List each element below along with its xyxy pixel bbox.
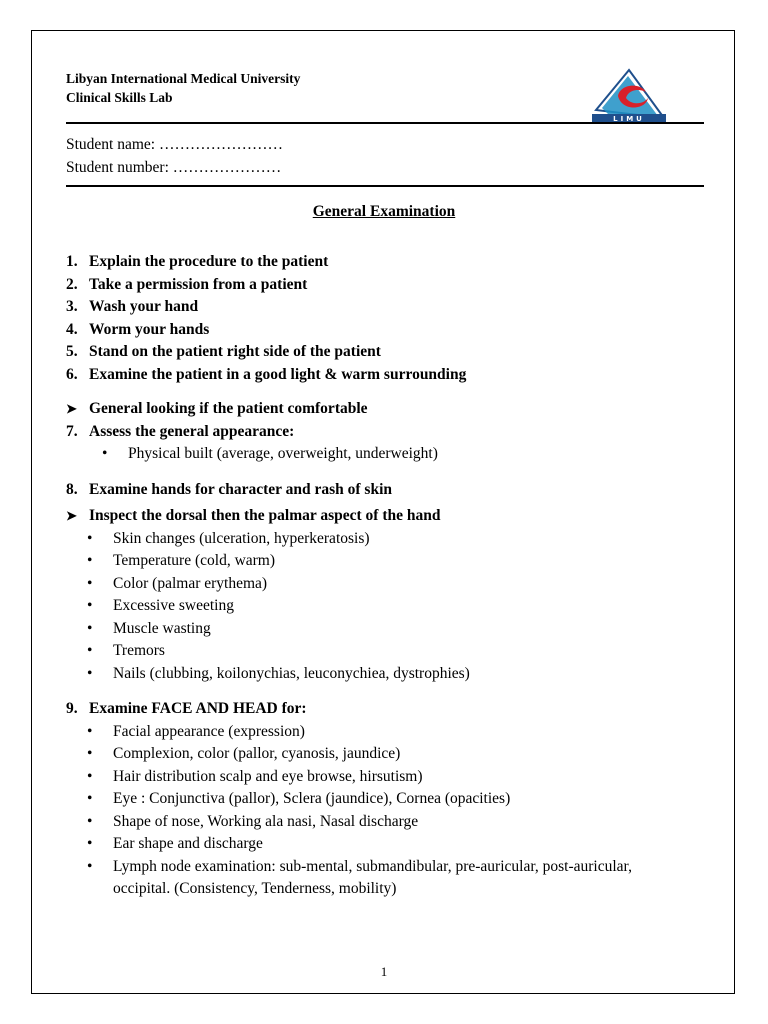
page-title: General Examination (312, 203, 456, 220)
list-item: • Tremors (66, 640, 706, 663)
step-4: 4. Worm your hands (66, 320, 210, 338)
list-item: • Color (palmar erythema) (66, 573, 706, 596)
inspect-hand-item: ➤ Inspect the dorsal then the palmar aspect of the hand (66, 505, 706, 528)
bullet-icon: • (87, 574, 93, 592)
list-item: • Hair distribution scalp and eye browse, hirsutism) (66, 766, 706, 789)
bullet-icon: • (87, 790, 93, 807)
list-item: • Eye : Conjunctiva (pallor), Sclera (jaundice), Cornea (opacities) (66, 788, 706, 811)
bullet-icon: • (87, 597, 93, 614)
spacer (66, 386, 706, 398)
document-header (66, 69, 300, 107)
list-item: • Complexion, color (pallor, cyanosis, jaundice) (66, 743, 706, 766)
spacer (66, 466, 706, 479)
bullet-icon: • (87, 722, 93, 740)
list-item: • Muscle wasting (66, 618, 706, 641)
arrow-icon: ➤ (66, 508, 77, 523)
list-item: • Excessive sweeting (66, 595, 706, 618)
student-info (66, 133, 283, 179)
list-item: • Temperature (cold, warm) (66, 550, 706, 573)
bullet-icon: • (87, 619, 93, 637)
list-item: • Lymph node examination: sub-mental, submandibular, pre-auricular, post-auricular, occipital. (Consistency, Tenderness, mobility) (66, 856, 706, 901)
step-8: 8. Examine hands for character and rash of skin (66, 480, 392, 498)
bullet-icon: • (87, 767, 93, 785)
header-rule (66, 122, 704, 124)
bullet-icon: • (87, 642, 93, 659)
bullet-icon: • (87, 835, 93, 852)
student-name-line: Student name: …………………… (66, 136, 283, 153)
spacer (66, 685, 706, 698)
list-item: • Facial appearance (expression) (66, 721, 706, 744)
list-item: • Skin changes (ulceration, hyperkeratosis) (66, 528, 706, 551)
general-looking-item: ➤ General looking if the patient comfortable (66, 398, 706, 421)
list-item: • Shape of nose, Working ala nasi, Nasal discharge (66, 811, 706, 834)
step-5: 5. Stand on the patient right side of the patient (66, 343, 381, 360)
lab-name: Clinical Skills Lab (66, 90, 173, 105)
list-item: • Nails (clubbing, koilonychias, leuconychiea, dystrophies) (66, 663, 706, 686)
bullet-icon: • (87, 745, 93, 762)
list-item: • Physical built (average, overweight, underweight) (66, 443, 706, 466)
bullet-icon: • (87, 812, 93, 830)
logo-lettering: LIMU (613, 115, 645, 123)
bullet-icon: • (87, 664, 93, 682)
bullet-icon: • (87, 552, 93, 569)
arrow-icon: ➤ (66, 401, 77, 416)
step-9: 9. Examine FACE AND HEAD for: (66, 700, 307, 717)
page-number: 1 (380, 964, 388, 979)
step-3: 3. Wash your hand (66, 298, 199, 315)
student-number-line: Student number: ………………… (66, 159, 282, 176)
university-logo (588, 66, 670, 124)
bullet-icon: • (87, 857, 93, 875)
university-name: Libyan International Medical University (66, 71, 301, 86)
step-6: 6. Examine the patient in a good light & warm surrounding (66, 365, 467, 383)
step-7: 7. Assess the general appearance: (66, 422, 295, 440)
bullet-icon: • (87, 529, 93, 547)
student-rule (66, 185, 704, 187)
checklist (66, 251, 706, 901)
step-2: 2. Take a permission from a patient (66, 275, 308, 293)
list-item: • Ear shape and discharge (66, 833, 706, 856)
step-1: 1. Explain the procedure to the patient (66, 253, 329, 270)
bullet-icon: • (102, 445, 108, 462)
